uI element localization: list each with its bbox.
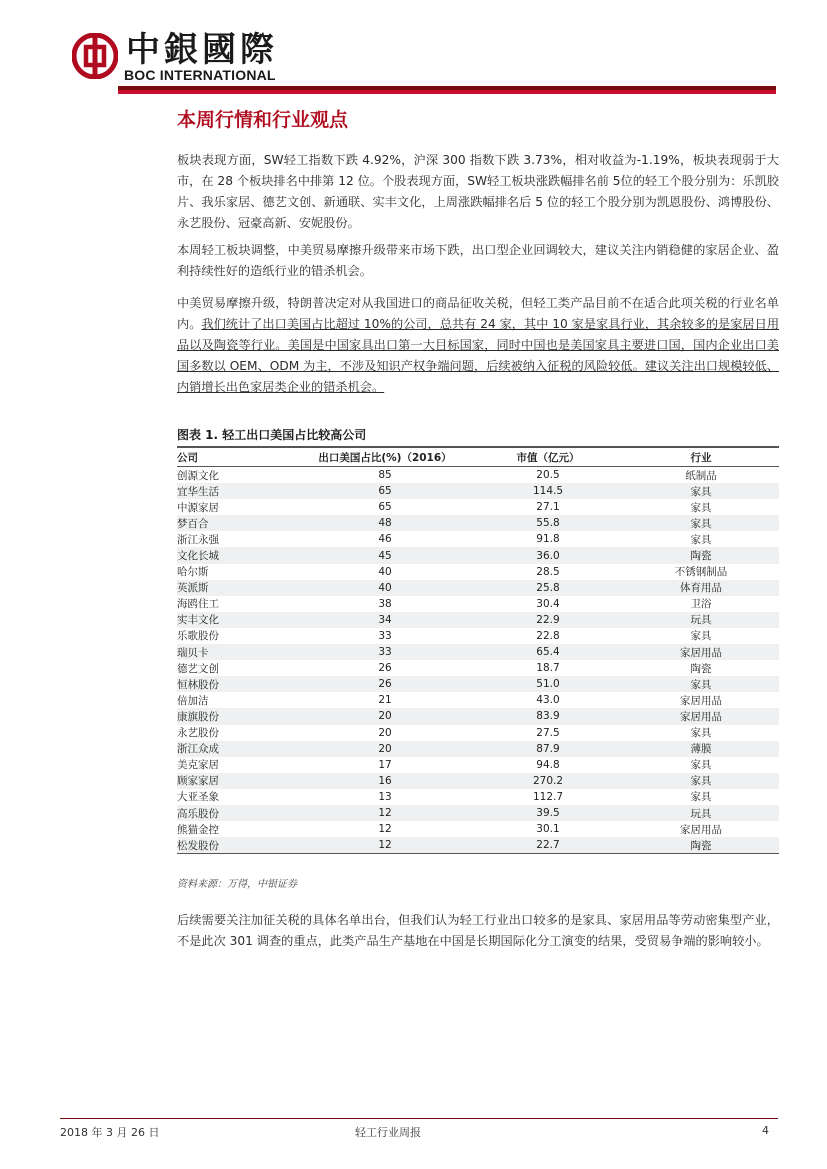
table-row — [177, 741, 779, 757]
market-cap-cell: 22.7 — [473, 837, 623, 854]
company-cell: 美克家居 — [177, 759, 219, 772]
industry-cell: 家具 — [690, 630, 712, 643]
export-share-cell: 26 — [297, 676, 473, 692]
industry-cell: 家具 — [690, 501, 712, 514]
market-cap-cell: 28.5 — [536, 565, 560, 578]
figure-source: 资料来源：万得，中银证券 — [177, 879, 297, 890]
industry-cell: 薄膜 — [623, 741, 779, 757]
market-cap-cell: 112.7 — [532, 790, 564, 803]
industry-cell: 家具 — [690, 533, 712, 546]
table-row — [177, 467, 779, 484]
market-cap-cell: 39.5 — [473, 805, 623, 821]
market-cap-cell: 270.2 — [473, 773, 623, 789]
paragraph-sector-performance: 板块表现方面，SW轻工指数下跌 4.92%，沪深 300 指数下跌 3.73%，相对收益为-1.19%，板块表现弱于大市，在 28 个板块排名中排第 12 位。个股表现方面，SW轻工板块涨跌幅排名前 5位的轻工个股分别为：乐凯胶片、我乐家居、德艺文创、新通联、实丰文化，上周涨跌幅排名后 5 位的轻工个股分别为凯恩股份、鸿博股份、永艺股份、冠豪高新、安妮股份。 — [177, 153, 779, 230]
export-share-cell: 20 — [297, 708, 473, 724]
market-cap-cell: 25.8 — [473, 580, 623, 596]
table-row — [177, 515, 779, 531]
table-row — [177, 676, 779, 692]
market-cap-cell: 20.5 — [536, 469, 560, 482]
header-divider-red — [118, 90, 776, 94]
table-row — [177, 708, 779, 724]
company-cell: 海鸥住工 — [177, 598, 219, 611]
industry-cell: 家居用品 — [623, 708, 779, 724]
paragraph-outlook: 后续需要关注加征关税的具体名单出台，但我们认为轻工行业出口较多的是家具、家居用品等劳动密集型产业，不是此次 301 调查的重点，此类产品生产基地在中国是长期国际化分工演变的结果，受贸易争端的影响较小。 — [177, 913, 779, 948]
industry-cell: 家具 — [690, 727, 712, 740]
boc-logo-icon — [72, 33, 118, 79]
industry-cell: 家具 — [690, 759, 712, 772]
market-cap-cell: 27.5 — [536, 726, 560, 739]
export-share-cell: 85 — [378, 469, 392, 482]
table-row — [177, 773, 779, 789]
export-share-cell: 21 — [378, 694, 392, 707]
footer-date: 2018 年 3 月 26 日 — [60, 1126, 160, 1139]
market-cap-cell: 43.0 — [536, 694, 560, 707]
market-cap-cell: 18.7 — [536, 662, 560, 675]
company-cell: 瑞贝卡 — [177, 644, 297, 660]
column-header: 公司 — [177, 449, 297, 467]
market-cap-cell: 91.8 — [536, 533, 560, 546]
export-share-cell: 26 — [378, 662, 392, 675]
company-cell: 大亚圣象 — [177, 791, 219, 804]
company-cell: 浙江永强 — [177, 533, 219, 546]
company-cell: 乐歌股份 — [177, 630, 219, 643]
company-cell: 文化长城 — [177, 547, 297, 563]
column-header: 出口美国占比(%)（2016） — [297, 449, 473, 467]
table-row — [177, 725, 779, 741]
table-header-row — [177, 449, 779, 467]
column-header: 市值（亿元） — [473, 449, 623, 467]
brand-name-cn: 中銀國際 — [126, 30, 278, 70]
company-cell: 永艺股份 — [177, 727, 219, 740]
export-share-cell: 65 — [378, 501, 392, 514]
market-cap-cell: 65.4 — [473, 644, 623, 660]
table-row — [177, 531, 779, 547]
industry-cell: 不锈钢制品 — [674, 566, 728, 579]
export-share-cell: 38 — [378, 597, 392, 610]
table-row — [177, 547, 779, 563]
market-cap-cell: 114.5 — [473, 483, 623, 499]
industry-cell: 玩具 — [623, 805, 779, 821]
company-cell: 熊猫金控 — [177, 823, 219, 836]
market-cap-cell: 83.9 — [473, 708, 623, 724]
table-row — [177, 564, 779, 580]
export-share-cell: 12 — [297, 837, 473, 854]
export-share-cell: 34 — [297, 612, 473, 628]
table-row — [177, 483, 779, 499]
industry-cell: 陶瓷 — [623, 547, 779, 563]
industry-cell: 卫浴 — [690, 598, 712, 611]
company-cell: 松发股份 — [177, 837, 297, 854]
table-row — [177, 837, 779, 854]
export-share-cell: 40 — [297, 580, 473, 596]
company-cell: 顾家家居 — [177, 773, 297, 789]
industry-cell: 家具 — [623, 515, 779, 531]
paragraph-trade-friction — [177, 293, 779, 398]
company-cell: 倍加洁 — [177, 694, 209, 707]
industry-cell: 家具 — [690, 791, 712, 804]
market-cap-cell: 22.9 — [473, 612, 623, 628]
table-row — [177, 660, 779, 676]
table-row — [177, 596, 779, 612]
company-cell: 浙江众成 — [177, 741, 297, 757]
industry-cell: 家具 — [623, 676, 779, 692]
page-header — [0, 0, 827, 100]
industry-cell: 家居用品 — [623, 644, 779, 660]
export-share-cell: 17 — [378, 758, 392, 771]
company-cell: 宜华生活 — [177, 483, 297, 499]
industry-cell: 家居用品 — [680, 823, 722, 836]
table-row — [177, 789, 779, 805]
brand-name-en: BOC INTERNATIONAL — [124, 67, 276, 83]
company-cell: 德艺文创 — [177, 662, 219, 675]
company-cell: 哈尔斯 — [177, 566, 209, 579]
export-share-cell: 12 — [297, 805, 473, 821]
table-row — [177, 805, 779, 821]
table-row — [177, 612, 779, 628]
industry-cell: 纸制品 — [685, 469, 717, 482]
export-share-cell: 33 — [297, 644, 473, 660]
market-cap-cell: 22.8 — [536, 629, 560, 642]
paragraph-weekly-view: 本周轻工板块调整，中美贸易摩擦升级带来市场下跌，出口型企业回调较大，建议关注内销稳健的家居企业、盈利持续性好的造纸行业的错杀机会。 — [177, 243, 779, 278]
market-cap-cell: 30.1 — [536, 823, 560, 836]
export-share-cell: 12 — [378, 823, 392, 836]
market-cap-cell: 87.9 — [473, 741, 623, 757]
export-share-cell: 48 — [297, 515, 473, 531]
company-cell: 高乐股份 — [177, 805, 297, 821]
table-row — [177, 644, 779, 660]
table-row — [177, 692, 779, 708]
market-cap-cell: 55.8 — [473, 515, 623, 531]
export-share-table — [177, 449, 779, 854]
industry-cell: 玩具 — [623, 612, 779, 628]
company-cell: 康旗股份 — [177, 708, 297, 724]
industry-cell: 家居用品 — [680, 694, 722, 707]
company-cell: 英派斯 — [177, 580, 297, 596]
market-cap-cell: 27.1 — [536, 501, 560, 514]
column-header: 行业 — [623, 449, 779, 467]
page-number: 4 — [762, 1124, 769, 1137]
trade-friction-underlined: 我们统计了出口美国占比超过 10%的公司，总共有 24 家，其中 10 家是家具行业，其余较多的是家居日用品以及陶瓷等行业。美国是中国家具出口第一大目标国家，同时中国也是美国家具主要进口国，国内企业出口美国多数以 OEM、ODM 为主，不涉及知识产权争端问题，后续被纳入征税的风险较低。建议关注出口规模较低、内销增长出色家居类企业的错杀机会。 — [177, 317, 780, 394]
export-share-cell: 45 — [297, 547, 473, 563]
figure-top-rule — [177, 446, 779, 448]
footer-report-title: 轻工行业周报 — [355, 1126, 421, 1139]
company-cell: 创源文化 — [177, 469, 219, 482]
industry-cell: 家具 — [623, 483, 779, 499]
export-share-cell: 46 — [378, 533, 392, 546]
table-row — [177, 821, 779, 837]
table-row — [177, 628, 779, 644]
market-cap-cell: 51.0 — [473, 676, 623, 692]
company-cell: 恒林股份 — [177, 676, 297, 692]
market-cap-cell: 36.0 — [473, 547, 623, 563]
company-cell: 梦百合 — [177, 515, 297, 531]
figure-title: 图表 1. 轻工出口美国占比较高公司 — [177, 428, 367, 442]
footer-divider — [60, 1118, 778, 1119]
table-body — [177, 467, 779, 854]
table-row — [177, 580, 779, 596]
section-title: 本周行情和行业观点 — [177, 109, 349, 131]
trade-friction-intro: 中美贸易摩擦升级，特朗普决定对从我国进口的商品征收关税，但轻工类产品目前不在适合此项关税的行业名单内。 — [177, 296, 779, 331]
export-share-cell: 16 — [297, 773, 473, 789]
market-cap-cell: 30.4 — [536, 597, 560, 610]
export-share-cell: 13 — [378, 790, 392, 803]
table-row — [177, 499, 779, 515]
industry-cell: 家具 — [623, 773, 779, 789]
industry-cell: 陶瓷 — [623, 837, 779, 854]
export-share-cell: 40 — [378, 565, 392, 578]
company-cell: 实丰文化 — [177, 612, 297, 628]
export-share-cell: 20 — [378, 726, 392, 739]
table-row — [177, 757, 779, 773]
industry-cell: 体育用品 — [623, 580, 779, 596]
export-share-cell: 20 — [297, 741, 473, 757]
export-share-cell: 33 — [378, 629, 392, 642]
export-share-cell: 65 — [297, 483, 473, 499]
company-cell: 中源家居 — [177, 501, 219, 514]
market-cap-cell: 94.8 — [536, 758, 560, 771]
industry-cell: 陶瓷 — [690, 662, 712, 675]
